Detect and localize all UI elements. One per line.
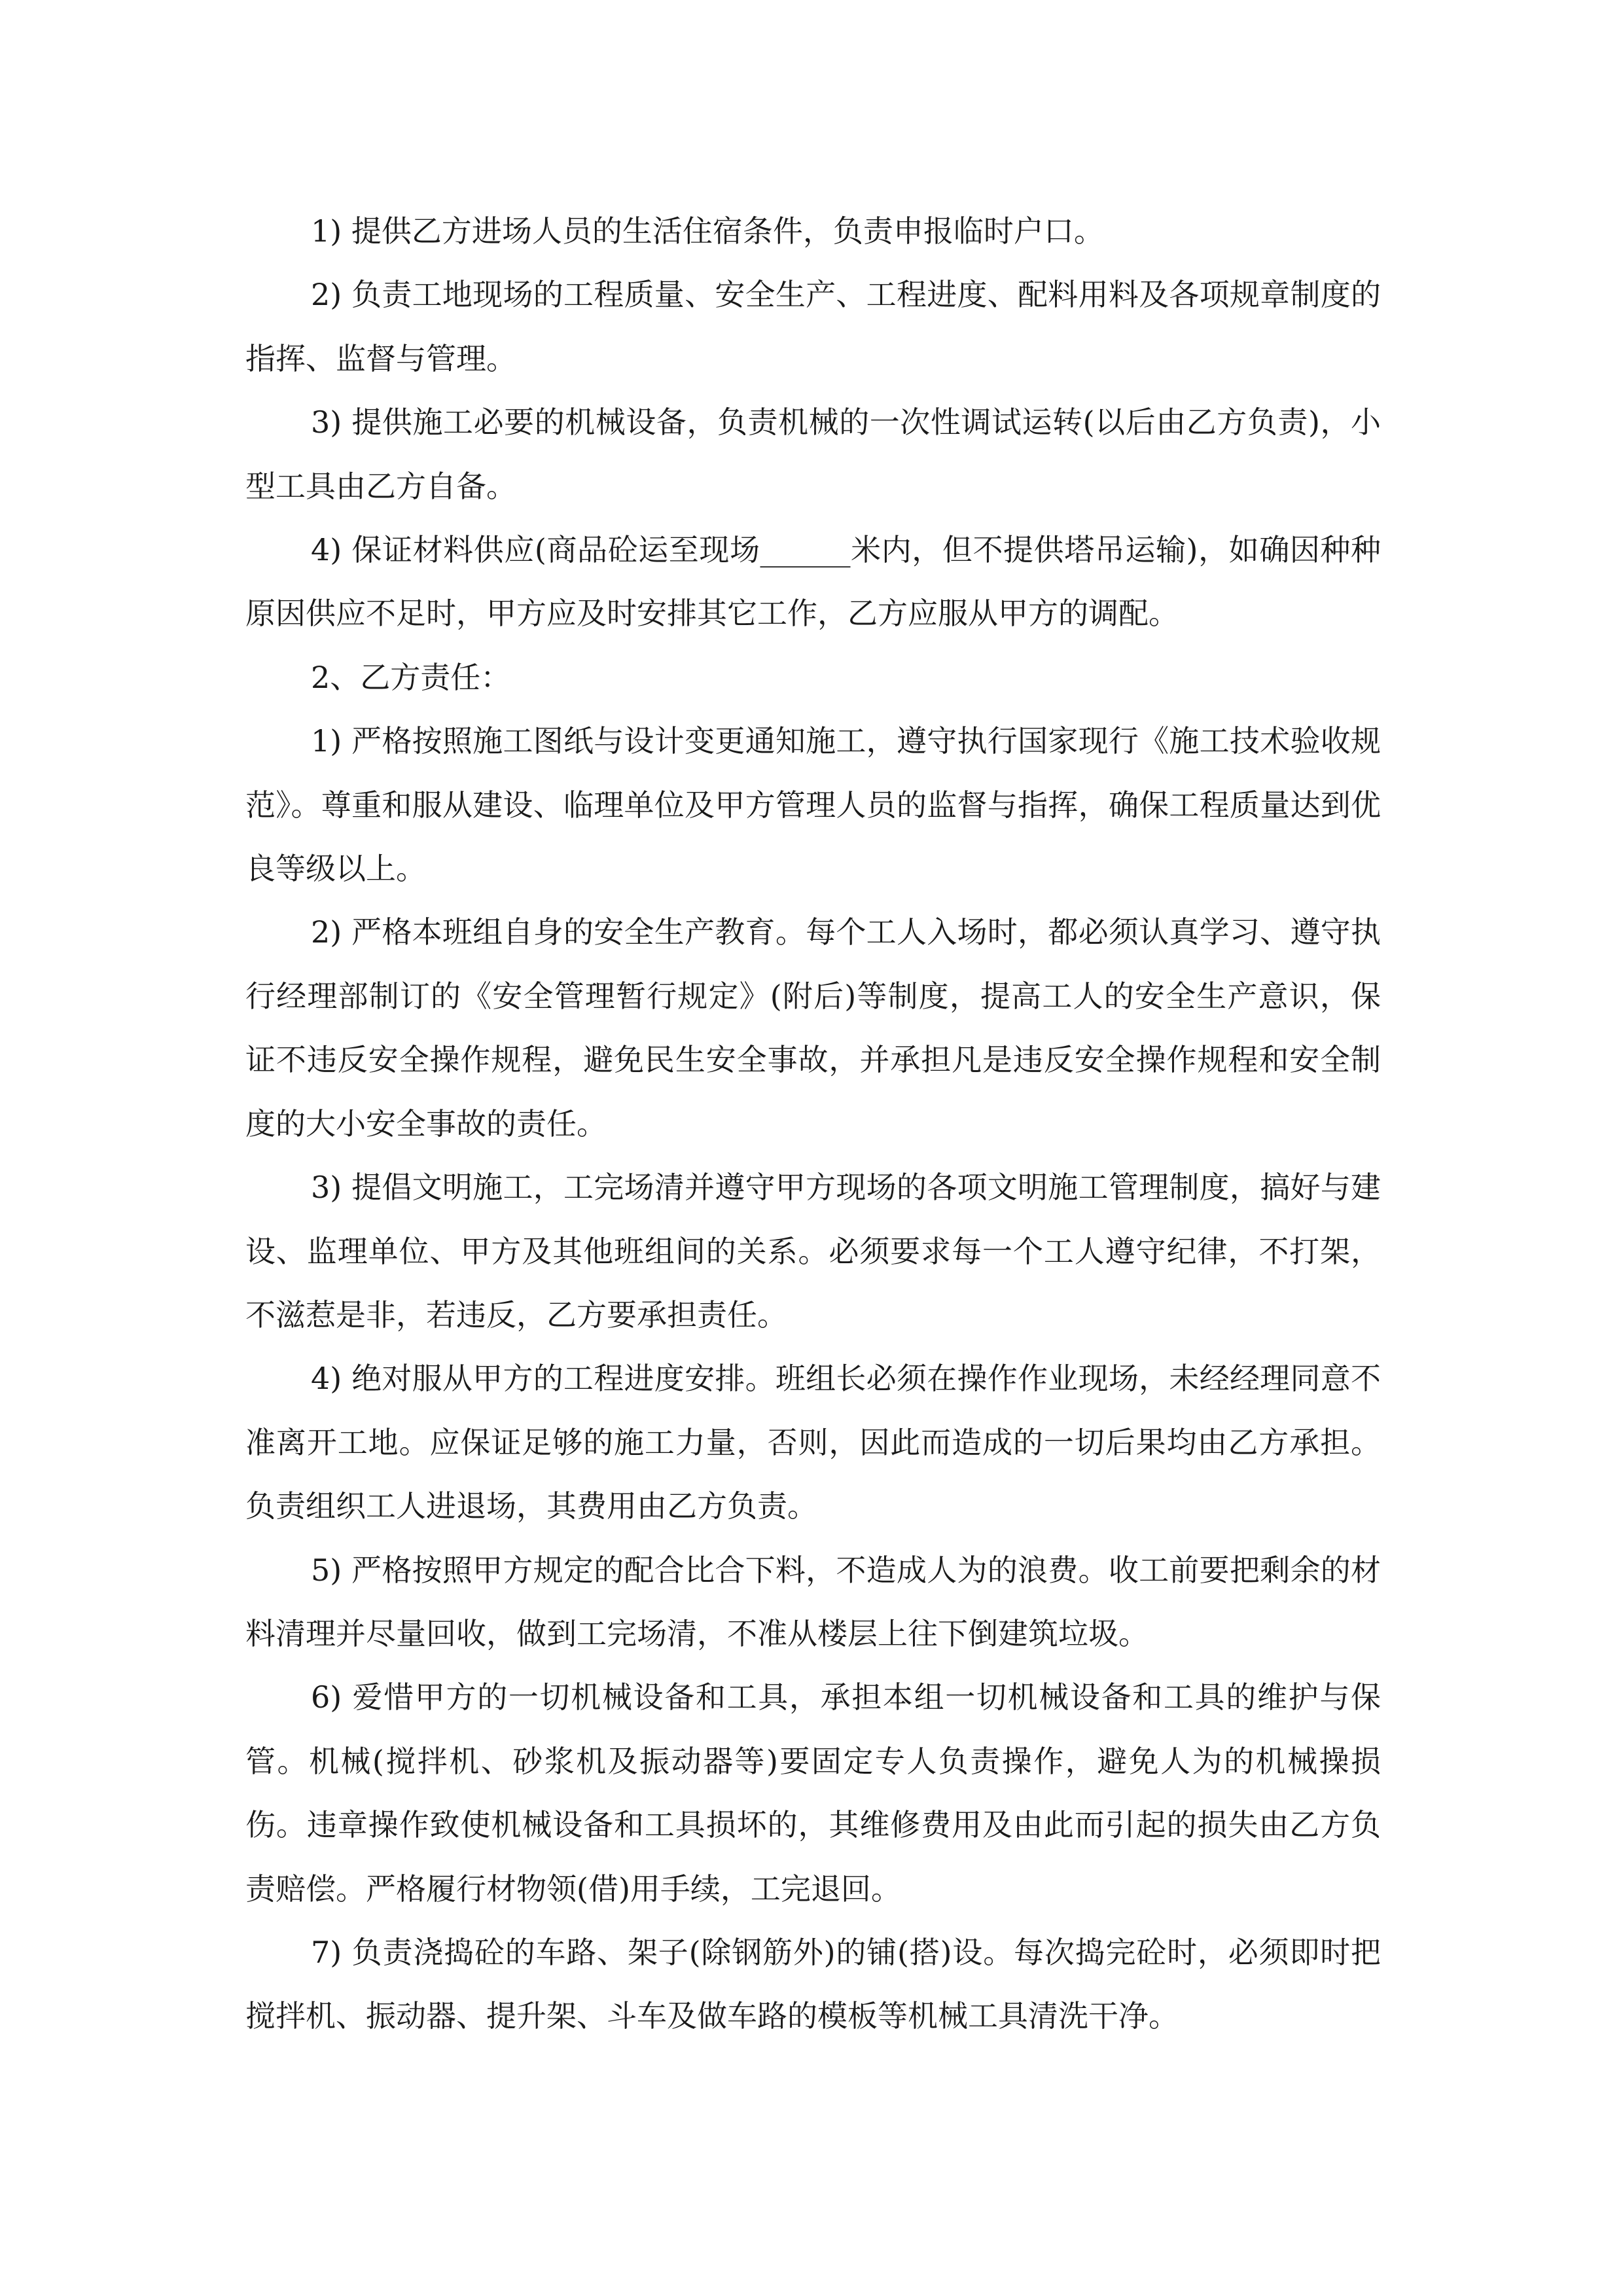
- paragraph-party-b-1: 1) 严格按照施工图纸与设计变更通知施工，遵守执行国家现行《施工技术验收规范》。尊重和服从建设、临理单位及甲方管理人员的监督与指挥，确保工程质量达到优良等级以上。: [245, 723, 1381, 887]
- paragraph-party-b-6: 6) 爱惜甲方的一切机械设备和工具，承担本组一切机械设备和工具的维护与保管。机械(搅拌机、砂浆机及振动器等)要固定专人负责操作，避免人为的机械操损伤。违章操作致使机械设备和工具损坏的，其维修费用及由此而引起的损失由乙方负责赔偿。严格履行材物领(借)用手续，工完退回。: [245, 1679, 1381, 1907]
- paragraph-party-a-2: 2) 负责工地现场的工程质量、安全生产、工程进度、配料用料及各项规章制度的指挥、监督与管理。: [245, 277, 1381, 376]
- paragraph-party-a-1: 1) 提供乙方进场人员的生活住宿条件，负责申报临时户口。: [311, 213, 1104, 249]
- paragraph-party-b-7: 7) 负责浇捣砼的车路、架子(除钢筋外)的铺(搭)设。每次捣完砼时，必须即时把搅拌机、振动器、提升架、斗车及做车路的模板等机械工具清洗干净。: [245, 1934, 1381, 2034]
- document-body: [245, 200, 1381, 2049]
- paragraph-party-b-5: 5) 严格按照甲方规定的配合比合下料，不造成人为的浪费。收工前要把剩余的材料清理并尽量回收，做到工完场清，不准从楼层上往下倒建筑垃圾。: [245, 1552, 1381, 1651]
- paragraph-party-a-3: 3) 提供施工必要的机械设备，负责机械的一次性调试运转(以后由乙方负责)，小型工具由乙方自备。: [245, 404, 1381, 504]
- paragraph-party-b-2: 2) 严格本班组自身的安全生产教育。每个工人入场时，都必须认真学习、遵守执行经理部制订的《安全管理暂行规定》(附后)等制度，提高工人的安全生产意识，保证不违反安全操作规程，避免民生安全事故，并承担凡是违反安全操作规程和安全制度的大小安全事故的责任。: [245, 914, 1381, 1141]
- section-heading-party-b: 2、乙方责任：: [311, 659, 511, 695]
- paragraph-party-b-4: 4) 绝对服从甲方的工程进度安排。班组长必须在操作作业现场，未经经理同意不准离开工地。应保证足够的施工力量，否则，因此而造成的一切后果均由乙方承担。负责组织工人进退场，其费用由乙方负责。: [245, 1361, 1381, 1524]
- paragraph-party-a-4: 4) 保证材料供应(商品砼运至现场______米内，但不提供塔吊运输)，如确因种种原因供应不足时，甲方应及时安排其它工作，乙方应服从甲方的调配。: [245, 532, 1381, 632]
- paragraph-party-b-3: 3) 提倡文明施工，工完场清并遵守甲方现场的各项文明施工管理制度，搞好与建设、监理单位、甲方及其他班组间的关系。必须要求每一个工人遵守纪律，不打架，不滋惹是非，若违反，乙方要承担责任。: [245, 1170, 1381, 1333]
